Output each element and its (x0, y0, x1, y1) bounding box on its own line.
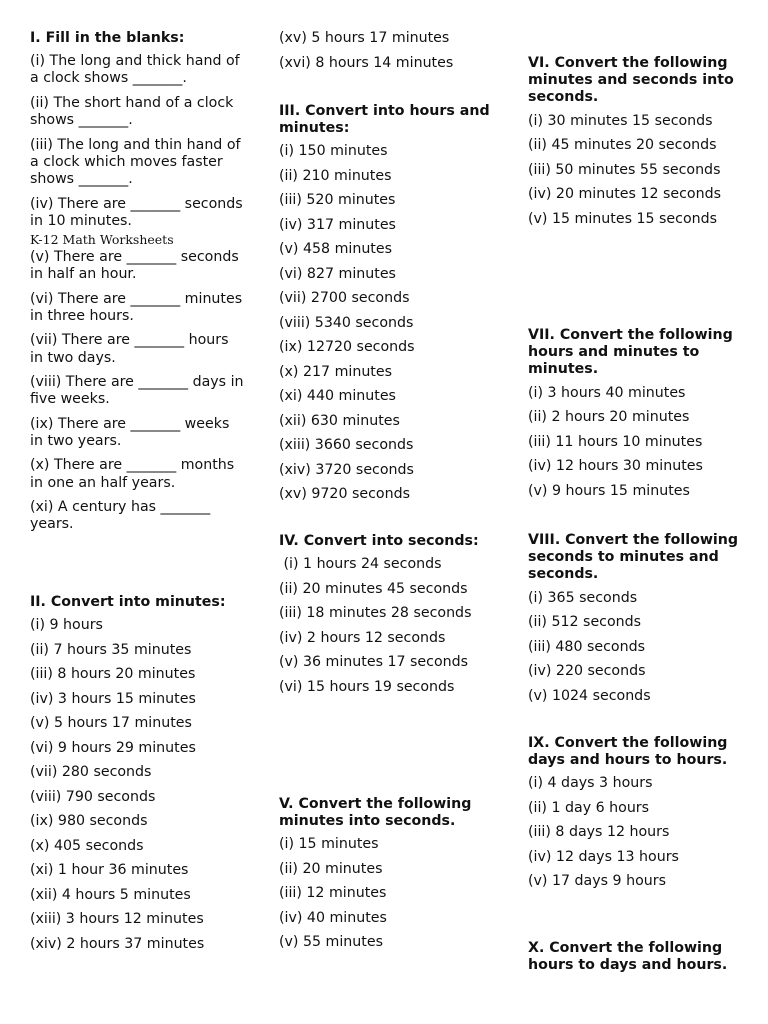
question-item: (x) There are _______ months in one an half years. (30, 457, 235, 491)
worksheet-caption: K-12 Math Worksheets (30, 231, 174, 247)
question-item: (viii) There are _______ days in five weeks. (30, 374, 244, 408)
question-item: (v) There are _______ seconds in half an hour. (30, 248, 239, 283)
question-item: (i) 4 days 3 hours (528, 775, 653, 792)
question-item: (xiv) 2 hours 37 minutes (30, 935, 205, 952)
section-heading: IX. Convert the following days and hours to hours. (528, 735, 728, 769)
question-item: (ii) The short hand of a clock shows _______. (30, 94, 234, 129)
question-item: (ii) 20 minutes (279, 860, 383, 877)
question-item: (iii) 8 hours 20 minutes (30, 666, 196, 683)
question-item: (v) 36 minutes 17 seconds (279, 654, 469, 671)
question-item: (iv) 2 hours 12 seconds (279, 629, 446, 646)
question-item: (iv) 3 hours 15 minutes (30, 690, 196, 707)
question-item: (v) 17 days 9 hours (528, 873, 666, 890)
question-item: (xi) 1 hour 36 minutes (30, 862, 189, 879)
section-convert-into-seconds (279, 533, 494, 703)
question-item: (xv) 9720 seconds (279, 486, 410, 503)
question-item: (iv) 220 seconds (528, 663, 646, 680)
section-seconds-to-min-sec (528, 532, 743, 712)
section-convert-into-minutes (30, 594, 245, 960)
question-item: (ix) 980 seconds (30, 813, 148, 830)
question-item: (xiii) 3660 seconds (279, 437, 414, 454)
question-item: (vii) 280 seconds (30, 764, 152, 781)
question-item: (i) 3 hours 40 minutes (528, 384, 686, 401)
question-item: (iii) 8 days 12 hours (528, 824, 670, 841)
section-heading: V. Convert the following minutes into seconds. (279, 796, 472, 830)
question-item: (iii) 50 minutes 55 seconds (528, 161, 721, 178)
question-item: (viii) 5340 seconds (279, 314, 414, 331)
section-heading: IV. Convert into seconds: (279, 533, 479, 549)
question-item: (ii) 7 hours 35 minutes (30, 641, 192, 658)
question-item: (iv) 20 minutes 12 seconds (528, 186, 721, 203)
section-hours-min-to-minutes (528, 327, 743, 507)
question-item: (v) 458 minutes (279, 241, 392, 258)
question-item: (iv) 12 days 13 hours (528, 848, 679, 865)
question-item: (ii) 512 seconds (528, 614, 642, 631)
question-item: (i) 1 hours 24 seconds (279, 556, 442, 573)
question-item: (ii) 1 day 6 hours (528, 799, 650, 816)
question-item: (v) 55 minutes (279, 934, 383, 951)
question-item: (x) 217 minutes (279, 363, 392, 380)
section-heading: I. Fill in the blanks: (30, 30, 185, 46)
section-heading: VII. Convert the following hours and minutes to minutes. (528, 327, 733, 378)
section-heading: II. Convert into minutes: (30, 594, 226, 610)
question-item: (xii) 630 minutes (279, 412, 400, 429)
question-item: (ix) 12720 seconds (279, 339, 415, 356)
section-continued-items (279, 30, 494, 79)
question-item: (xii) 4 hours 5 minutes (30, 886, 191, 903)
section-convert-hours-minutes (279, 103, 494, 511)
question-item: (v) 5 hours 17 minutes (30, 715, 192, 732)
question-item: (ii) 20 minutes 45 seconds (279, 580, 468, 597)
question-item: (iii) 520 minutes (279, 192, 396, 209)
question-item: (vi) 827 minutes (279, 265, 396, 282)
question-item: (i) 150 minutes (279, 143, 388, 160)
question-item: (iii) 18 minutes 28 seconds (279, 605, 472, 622)
question-item: (ii) 210 minutes (279, 167, 392, 184)
section-heading: VIII. Convert the following seconds to minutes and seconds. (528, 532, 739, 583)
section-minutes-into-seconds (279, 796, 494, 959)
question-item: (xiii) 3 hours 12 minutes (30, 911, 204, 928)
question-item: (iii) 480 seconds (528, 638, 645, 655)
question-item: (vii) There are _______ hours in two days. (30, 332, 229, 366)
question-item: (i) 365 seconds (528, 589, 638, 606)
question-item: (iv) 12 hours 30 minutes (528, 458, 703, 475)
question-item: (iii) 11 hours 10 minutes (528, 433, 703, 450)
question-item: (i) The long and thick hand of a clock shows _______. (30, 53, 240, 87)
question-item: (ii) 45 minutes 20 seconds (528, 137, 717, 154)
question-item: (viii) 790 seconds (30, 788, 156, 805)
question-item: (iv) 317 minutes (279, 216, 396, 233)
question-item: (vi) There are _______ minutes in three hours. (30, 290, 243, 324)
question-item: (i) 9 hours (30, 617, 103, 634)
section-heading: III. Convert into hours and minutes: (279, 103, 490, 137)
question-item: (xvi) 8 hours 14 minutes (279, 54, 454, 71)
question-item: (xv) 5 hours 17 minutes (279, 30, 450, 46)
question-item: (v) 1024 seconds (528, 687, 651, 704)
question-item: (iv) There are _______ seconds in 10 minutes. (30, 195, 243, 229)
question-item: (iii) 12 minutes (279, 885, 387, 902)
question-item: (i) 30 minutes 15 seconds (528, 112, 713, 129)
question-item: (v) 9 hours 15 minutes (528, 482, 690, 499)
question-item: (vi) 9 hours 29 minutes (30, 739, 196, 756)
question-item: (iv) 40 minutes (279, 909, 387, 926)
question-item: (vi) 15 hours 19 seconds (279, 678, 455, 695)
question-item: (xi) A century has _______ years. (30, 499, 211, 533)
question-item: (i) 15 minutes (279, 836, 379, 853)
section-heading: VI. Convert the following minutes and seconds into seconds. (528, 55, 734, 106)
question-item: (x) 405 seconds (30, 837, 144, 854)
question-item: (xi) 440 minutes (279, 388, 396, 405)
question-item: (iii) The long and thin hand of a clock which moves faster shows _______. (30, 136, 241, 188)
section-hours-to-days-hours (528, 940, 743, 980)
question-item: (v) 15 minutes 15 seconds (528, 210, 718, 227)
question-item: (xiv) 3720 seconds (279, 461, 414, 478)
question-item: (ii) 2 hours 20 minutes (528, 409, 690, 426)
question-item: (ix) There are _______ weeks in two years. (30, 415, 230, 449)
section-days-hours-to-hours (528, 735, 743, 898)
section-min-sec-into-seconds (528, 55, 743, 235)
section-heading: X. Convert the following hours to days and hours. (528, 940, 728, 974)
section-fill-in-blanks (30, 30, 245, 541)
question-item: (vii) 2700 seconds (279, 290, 410, 307)
